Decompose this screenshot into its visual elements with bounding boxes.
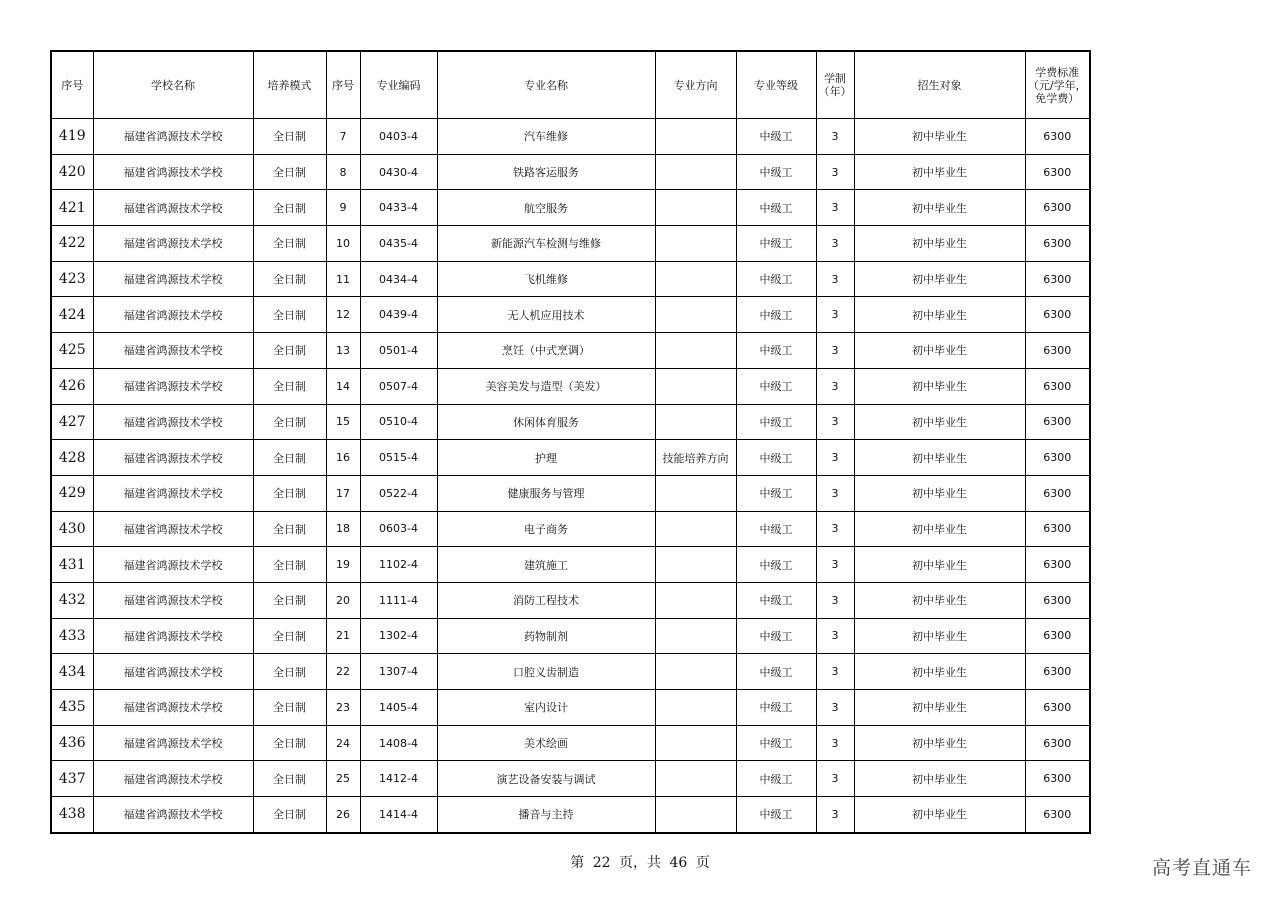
row-seq-cell: 18 (326, 511, 360, 547)
major-code-cell: 1408-4 (360, 725, 437, 761)
school-name-cell: 福建省鸿源技术学校 (93, 440, 253, 476)
training-mode-cell: 全日制 (253, 440, 326, 476)
school-name-cell: 福建省鸿源技术学校 (93, 797, 253, 833)
tuition-fee-cell: 6300 (1025, 368, 1090, 404)
row-seq-cell: 12 (326, 297, 360, 333)
enrollment-target-cell: 初中毕业生 (854, 297, 1025, 333)
row-seq-cell: 14 (326, 368, 360, 404)
row-index-cell: 436 (51, 725, 93, 761)
major-direction-cell (655, 154, 736, 190)
header-seq2: 序号 (326, 51, 360, 119)
row-index-cell: 424 (51, 297, 93, 333)
major-direction-cell (655, 547, 736, 583)
enrollment-target-cell: 初中毕业生 (854, 547, 1025, 583)
table-row (51, 618, 1090, 654)
major-code-cell: 0430-4 (360, 154, 437, 190)
table-row (51, 725, 1090, 761)
footer-page-number: 22 (592, 855, 611, 871)
major-code-cell: 0515-4 (360, 440, 437, 476)
school-name-cell: 福建省鸿源技术学校 (93, 511, 253, 547)
footer-prefix: 第 (570, 855, 585, 871)
training-mode-cell: 全日制 (253, 511, 326, 547)
table-row (51, 297, 1090, 333)
enrollment-target-cell: 初中毕业生 (854, 226, 1025, 262)
tuition-fee-cell: 6300 (1025, 190, 1090, 226)
major-level-cell: 中级工 (736, 475, 816, 511)
header-level: 专业等级 (736, 51, 816, 119)
row-index-cell: 428 (51, 440, 93, 476)
major-name-cell: 建筑施工 (437, 547, 655, 583)
school-name-cell: 福建省鸿源技术学校 (93, 333, 253, 369)
major-name-cell: 室内设计 (437, 690, 655, 726)
enrollment-target-cell: 初中毕业生 (854, 511, 1025, 547)
major-code-cell: 0435-4 (360, 226, 437, 262)
major-level-cell: 中级工 (736, 761, 816, 797)
header-direction: 专业方向 (655, 51, 736, 119)
major-direction-cell (655, 475, 736, 511)
major-level-cell: 中级工 (736, 404, 816, 440)
major-level-cell: 中级工 (736, 511, 816, 547)
major-name-cell: 汽车维修 (437, 119, 655, 155)
training-mode-cell: 全日制 (253, 654, 326, 690)
major-level-cell: 中级工 (736, 654, 816, 690)
major-level-cell: 中级工 (736, 226, 816, 262)
tuition-fee-cell: 6300 (1025, 440, 1090, 476)
major-code-cell: 1302-4 (360, 618, 437, 654)
major-direction-cell (655, 404, 736, 440)
enrollment-target-cell: 初中毕业生 (854, 119, 1025, 155)
major-code-cell: 1405-4 (360, 690, 437, 726)
major-code-cell: 0510-4 (360, 404, 437, 440)
major-name-cell: 口腔义齿制造 (437, 654, 655, 690)
enrollment-target-cell: 初中毕业生 (854, 582, 1025, 618)
page-footer (0, 852, 1280, 872)
header-duration: 学制（年） (816, 51, 854, 119)
tuition-fee-cell: 6300 (1025, 797, 1090, 833)
enrollment-target-cell: 初中毕业生 (854, 154, 1025, 190)
row-seq-cell: 25 (326, 761, 360, 797)
tuition-fee-cell: 6300 (1025, 261, 1090, 297)
row-index-cell: 432 (51, 582, 93, 618)
major-level-cell: 中级工 (736, 261, 816, 297)
enrollment-target-cell: 初中毕业生 (854, 261, 1025, 297)
major-name-cell: 演艺设备安装与调试 (437, 761, 655, 797)
school-name-cell: 福建省鸿源技术学校 (93, 154, 253, 190)
duration-cell: 3 (816, 190, 854, 226)
table-row (51, 261, 1090, 297)
enrollment-target-cell: 初中毕业生 (854, 654, 1025, 690)
school-name-cell: 福建省鸿源技术学校 (93, 475, 253, 511)
major-direction-cell (655, 797, 736, 833)
row-seq-cell: 24 (326, 725, 360, 761)
header-school: 学校名称 (93, 51, 253, 119)
major-code-cell: 1414-4 (360, 797, 437, 833)
table-row (51, 654, 1090, 690)
training-mode-cell: 全日制 (253, 618, 326, 654)
row-index-cell: 433 (51, 618, 93, 654)
header-major: 专业名称 (437, 51, 655, 119)
enrollment-table (50, 50, 1091, 834)
watermark-text: 高考直通车 (1151, 857, 1252, 879)
row-index-cell: 423 (51, 261, 93, 297)
tuition-fee-cell: 6300 (1025, 297, 1090, 333)
table-header-row (51, 51, 1090, 119)
school-name-cell: 福建省鸿源技术学校 (93, 690, 253, 726)
major-direction-cell (655, 368, 736, 404)
major-name-cell: 美容美发与造型（美发） (437, 368, 655, 404)
tuition-fee-cell: 6300 (1025, 582, 1090, 618)
duration-cell: 3 (816, 368, 854, 404)
row-index-cell: 431 (51, 547, 93, 583)
major-name-cell: 美术绘画 (437, 725, 655, 761)
major-name-cell: 飞机维修 (437, 261, 655, 297)
school-name-cell: 福建省鸿源技术学校 (93, 582, 253, 618)
table-row (51, 119, 1090, 155)
school-name-cell: 福建省鸿源技术学校 (93, 725, 253, 761)
major-code-cell: 1111-4 (360, 582, 437, 618)
table-row (51, 190, 1090, 226)
major-name-cell: 新能源汽车检测与维修 (437, 226, 655, 262)
school-name-cell: 福建省鸿源技术学校 (93, 368, 253, 404)
major-direction-cell (655, 690, 736, 726)
duration-cell: 3 (816, 582, 854, 618)
row-index-cell: 421 (51, 190, 93, 226)
footer-total-pages: 46 (669, 855, 688, 871)
major-code-cell: 0507-4 (360, 368, 437, 404)
school-name-cell: 福建省鸿源技术学校 (93, 761, 253, 797)
major-name-cell: 无人机应用技术 (437, 297, 655, 333)
major-direction-cell (655, 226, 736, 262)
school-name-cell: 福建省鸿源技术学校 (93, 654, 253, 690)
major-level-cell: 中级工 (736, 440, 816, 476)
major-code-cell: 0603-4 (360, 511, 437, 547)
table-row (51, 475, 1090, 511)
training-mode-cell: 全日制 (253, 797, 326, 833)
header-target: 招生对象 (854, 51, 1025, 119)
duration-cell: 3 (816, 333, 854, 369)
row-index-cell: 437 (51, 761, 93, 797)
row-index-cell: 426 (51, 368, 93, 404)
row-index-cell: 435 (51, 690, 93, 726)
major-code-cell: 0403-4 (360, 119, 437, 155)
row-seq-cell: 15 (326, 404, 360, 440)
table-row (51, 582, 1090, 618)
row-seq-cell: 20 (326, 582, 360, 618)
major-direction-cell (655, 261, 736, 297)
school-name-cell: 福建省鸿源技术学校 (93, 119, 253, 155)
duration-cell: 3 (816, 475, 854, 511)
major-level-cell: 中级工 (736, 333, 816, 369)
major-level-cell: 中级工 (736, 190, 816, 226)
row-seq-cell: 21 (326, 618, 360, 654)
major-direction-cell (655, 333, 736, 369)
enrollment-target-cell: 初中毕业生 (854, 368, 1025, 404)
major-name-cell: 护理 (437, 440, 655, 476)
major-name-cell: 消防工程技术 (437, 582, 655, 618)
enrollment-target-cell: 初中毕业生 (854, 618, 1025, 654)
major-code-cell: 0501-4 (360, 333, 437, 369)
training-mode-cell: 全日制 (253, 404, 326, 440)
table-row (51, 797, 1090, 833)
row-seq-cell: 17 (326, 475, 360, 511)
training-mode-cell: 全日制 (253, 190, 326, 226)
major-level-cell: 中级工 (736, 618, 816, 654)
row-index-cell: 422 (51, 226, 93, 262)
major-direction-cell (655, 582, 736, 618)
enrollment-target-cell: 初中毕业生 (854, 725, 1025, 761)
school-name-cell: 福建省鸿源技术学校 (93, 297, 253, 333)
footer-suffix: 页 (695, 855, 710, 871)
tuition-fee-cell: 6300 (1025, 690, 1090, 726)
tuition-fee-cell: 6300 (1025, 618, 1090, 654)
major-name-cell: 航空服务 (437, 190, 655, 226)
major-name-cell: 烹饪（中式烹调） (437, 333, 655, 369)
training-mode-cell: 全日制 (253, 119, 326, 155)
row-seq-cell: 26 (326, 797, 360, 833)
tuition-fee-cell: 6300 (1025, 333, 1090, 369)
enrollment-target-cell: 初中毕业生 (854, 690, 1025, 726)
training-mode-cell: 全日制 (253, 333, 326, 369)
table-row (51, 690, 1090, 726)
duration-cell: 3 (816, 226, 854, 262)
row-seq-cell: 7 (326, 119, 360, 155)
row-index-cell: 430 (51, 511, 93, 547)
major-level-cell: 中级工 (736, 547, 816, 583)
header-mode: 培养模式 (253, 51, 326, 119)
major-direction-cell (655, 654, 736, 690)
header-seq: 序号 (51, 51, 93, 119)
duration-cell: 3 (816, 511, 854, 547)
school-name-cell: 福建省鸿源技术学校 (93, 404, 253, 440)
row-index-cell: 427 (51, 404, 93, 440)
table-row (51, 404, 1090, 440)
duration-cell: 3 (816, 725, 854, 761)
row-seq-cell: 13 (326, 333, 360, 369)
training-mode-cell: 全日制 (253, 261, 326, 297)
training-mode-cell: 全日制 (253, 582, 326, 618)
major-direction-cell (655, 297, 736, 333)
row-index-cell: 420 (51, 154, 93, 190)
enrollment-target-cell: 初中毕业生 (854, 333, 1025, 369)
training-mode-cell: 全日制 (253, 690, 326, 726)
enrollment-target-cell: 初中毕业生 (854, 190, 1025, 226)
training-mode-cell: 全日制 (253, 154, 326, 190)
major-code-cell: 1412-4 (360, 761, 437, 797)
major-level-cell: 中级工 (736, 297, 816, 333)
major-name-cell: 休闲体育服务 (437, 404, 655, 440)
duration-cell: 3 (816, 618, 854, 654)
footer-middle: 页，共 (619, 855, 661, 871)
major-direction-cell (655, 511, 736, 547)
tuition-fee-cell: 6300 (1025, 654, 1090, 690)
enrollment-target-cell: 初中毕业生 (854, 404, 1025, 440)
major-code-cell: 0433-4 (360, 190, 437, 226)
duration-cell: 3 (816, 404, 854, 440)
row-index-cell: 438 (51, 797, 93, 833)
row-seq-cell: 10 (326, 226, 360, 262)
table-row (51, 368, 1090, 404)
duration-cell: 3 (816, 690, 854, 726)
row-seq-cell: 23 (326, 690, 360, 726)
tuition-fee-cell: 6300 (1025, 725, 1090, 761)
training-mode-cell: 全日制 (253, 475, 326, 511)
duration-cell: 3 (816, 797, 854, 833)
major-level-cell: 中级工 (736, 690, 816, 726)
table-row (51, 761, 1090, 797)
tuition-fee-cell: 6300 (1025, 154, 1090, 190)
duration-cell: 3 (816, 440, 854, 476)
tuition-fee-cell: 6300 (1025, 226, 1090, 262)
major-direction-cell (655, 119, 736, 155)
tuition-fee-cell: 6300 (1025, 119, 1090, 155)
major-level-cell: 中级工 (736, 797, 816, 833)
row-seq-cell: 11 (326, 261, 360, 297)
duration-cell: 3 (816, 119, 854, 155)
enrollment-target-cell: 初中毕业生 (854, 797, 1025, 833)
table-row (51, 226, 1090, 262)
table-row (51, 333, 1090, 369)
duration-cell: 3 (816, 297, 854, 333)
row-index-cell: 429 (51, 475, 93, 511)
major-code-cell: 0434-4 (360, 261, 437, 297)
row-seq-cell: 19 (326, 547, 360, 583)
major-name-cell: 药物制剂 (437, 618, 655, 654)
major-name-cell: 电子商务 (437, 511, 655, 547)
row-seq-cell: 22 (326, 654, 360, 690)
major-direction-cell (655, 725, 736, 761)
tuition-fee-cell: 6300 (1025, 404, 1090, 440)
major-direction-cell (655, 618, 736, 654)
training-mode-cell: 全日制 (253, 297, 326, 333)
major-name-cell: 铁路客运服务 (437, 154, 655, 190)
table-row (51, 154, 1090, 190)
duration-cell: 3 (816, 547, 854, 583)
row-index-cell: 425 (51, 333, 93, 369)
major-name-cell: 播音与主持 (437, 797, 655, 833)
major-code-cell: 0439-4 (360, 297, 437, 333)
header-code: 专业编码 (360, 51, 437, 119)
training-mode-cell: 全日制 (253, 226, 326, 262)
tuition-fee-cell: 6300 (1025, 511, 1090, 547)
major-direction-cell (655, 190, 736, 226)
row-seq-cell: 8 (326, 154, 360, 190)
table-row (51, 511, 1090, 547)
major-code-cell: 0522-4 (360, 475, 437, 511)
table-row (51, 440, 1090, 476)
duration-cell: 3 (816, 761, 854, 797)
major-code-cell: 1307-4 (360, 654, 437, 690)
school-name-cell: 福建省鸿源技术学校 (93, 226, 253, 262)
major-level-cell: 中级工 (736, 368, 816, 404)
training-mode-cell: 全日制 (253, 547, 326, 583)
row-index-cell: 419 (51, 119, 93, 155)
tuition-fee-cell: 6300 (1025, 547, 1090, 583)
enrollment-target-cell: 初中毕业生 (854, 475, 1025, 511)
school-name-cell: 福建省鸿源技术学校 (93, 261, 253, 297)
enrollment-target-cell: 初中毕业生 (854, 761, 1025, 797)
duration-cell: 3 (816, 654, 854, 690)
school-name-cell: 福建省鸿源技术学校 (93, 618, 253, 654)
duration-cell: 3 (816, 154, 854, 190)
table-body (51, 119, 1090, 833)
row-index-cell: 434 (51, 654, 93, 690)
major-level-cell: 中级工 (736, 154, 816, 190)
school-name-cell: 福建省鸿源技术学校 (93, 547, 253, 583)
enrollment-target-cell: 初中毕业生 (854, 440, 1025, 476)
school-name-cell: 福建省鸿源技术学校 (93, 190, 253, 226)
header-fee: 学费标准（元/学年，免学费） (1025, 51, 1090, 119)
major-direction-cell (655, 761, 736, 797)
row-seq-cell: 16 (326, 440, 360, 476)
major-level-cell: 中级工 (736, 582, 816, 618)
training-mode-cell: 全日制 (253, 368, 326, 404)
major-level-cell: 中级工 (736, 119, 816, 155)
tuition-fee-cell: 6300 (1025, 761, 1090, 797)
tuition-fee-cell: 6300 (1025, 475, 1090, 511)
training-mode-cell: 全日制 (253, 725, 326, 761)
major-level-cell: 中级工 (736, 725, 816, 761)
duration-cell: 3 (816, 261, 854, 297)
row-seq-cell: 9 (326, 190, 360, 226)
major-code-cell: 1102-4 (360, 547, 437, 583)
training-mode-cell: 全日制 (253, 761, 326, 797)
major-direction-cell: 技能培养方向 (655, 440, 736, 476)
major-name-cell: 健康服务与管理 (437, 475, 655, 511)
table-row (51, 547, 1090, 583)
